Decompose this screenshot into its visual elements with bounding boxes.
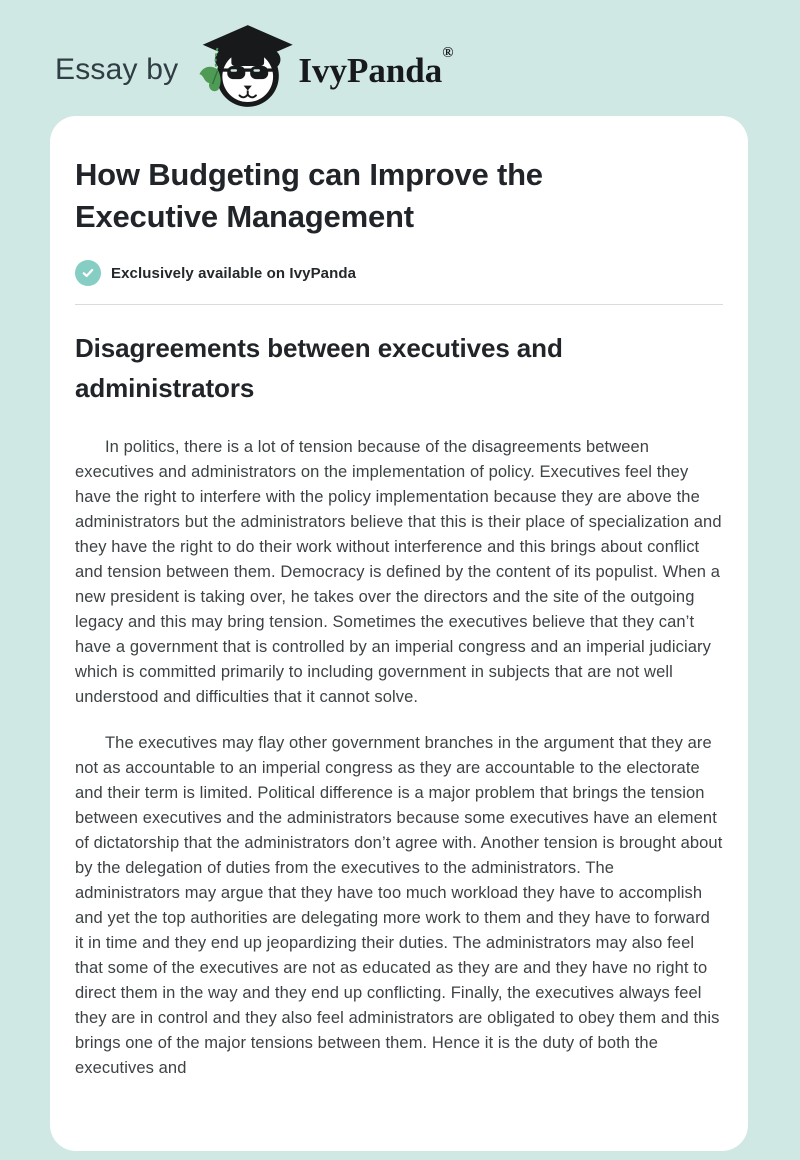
essay-card	[50, 116, 748, 1151]
divider	[75, 304, 723, 305]
ivypanda-wordmark	[298, 44, 454, 90]
ivypanda-panda-logo-icon	[188, 23, 296, 109]
brand-name: IvyPanda	[298, 50, 443, 90]
registered-trademark: ®	[442, 44, 454, 61]
essay-paragraph-1: In politics, there is a lot of tension because of the disagreements between executives and administrators on the implementation of policy. Executives feel they have the right to interfere with the policy implementation because they are above the administrators but the administrators believe that this is their place of specialization and they have the right to do their work without interference and this brings about conflict and tension between them. Democracy is defined by the content of its populist. When a new president is taking over, he takes over the directors and the site of the outgoing legacy and this may bring tension. Sometimes the executives believe that they can’t have a government that is controlled by an imperial congress and an imperial judiciary which is committed primarily to including government in subjects that are not well understood and difficulties that it cannot solve.	[75, 438, 722, 706]
availability-badge	[75, 260, 723, 286]
checkmark-icon	[75, 260, 101, 286]
essay-paragraph-2: The executives may flay other government branches in the argument that they are not as accountable to an imperial congress as they are accountable to the electorate and their term is limited. Political difference is a major problem that brings the tension between executives and the administrators because some executives have an element of dictatorship that the administrators don’t agree with. Another tension is brought about by the delegation of duties from the executives to the administrators. The administrators may argue that they have too much workload they have to accomplish and yet the top authorities are delegating more work to them and they have to forward it in time and they end up jeopardizing their duties. The administrators may also feel that some of the executives are not as educated as they are and they have no right to direct them in the way and they end up conflicting. Finally, the executives always feel they are in control and they also feel administrators are obligated to obey them and this brings one of the major tensions between them. Hence it is the duty of both the executives and	[75, 734, 723, 1077]
essay-by-label: Essay by	[55, 53, 179, 86]
availability-label: Exclusively available on IvyPanda	[111, 264, 357, 282]
essay-title: How Budgeting can Improve the Executive Management	[75, 157, 543, 234]
section-heading: Disagreements between executives and administrators	[75, 333, 563, 403]
site-header	[0, 0, 800, 102]
